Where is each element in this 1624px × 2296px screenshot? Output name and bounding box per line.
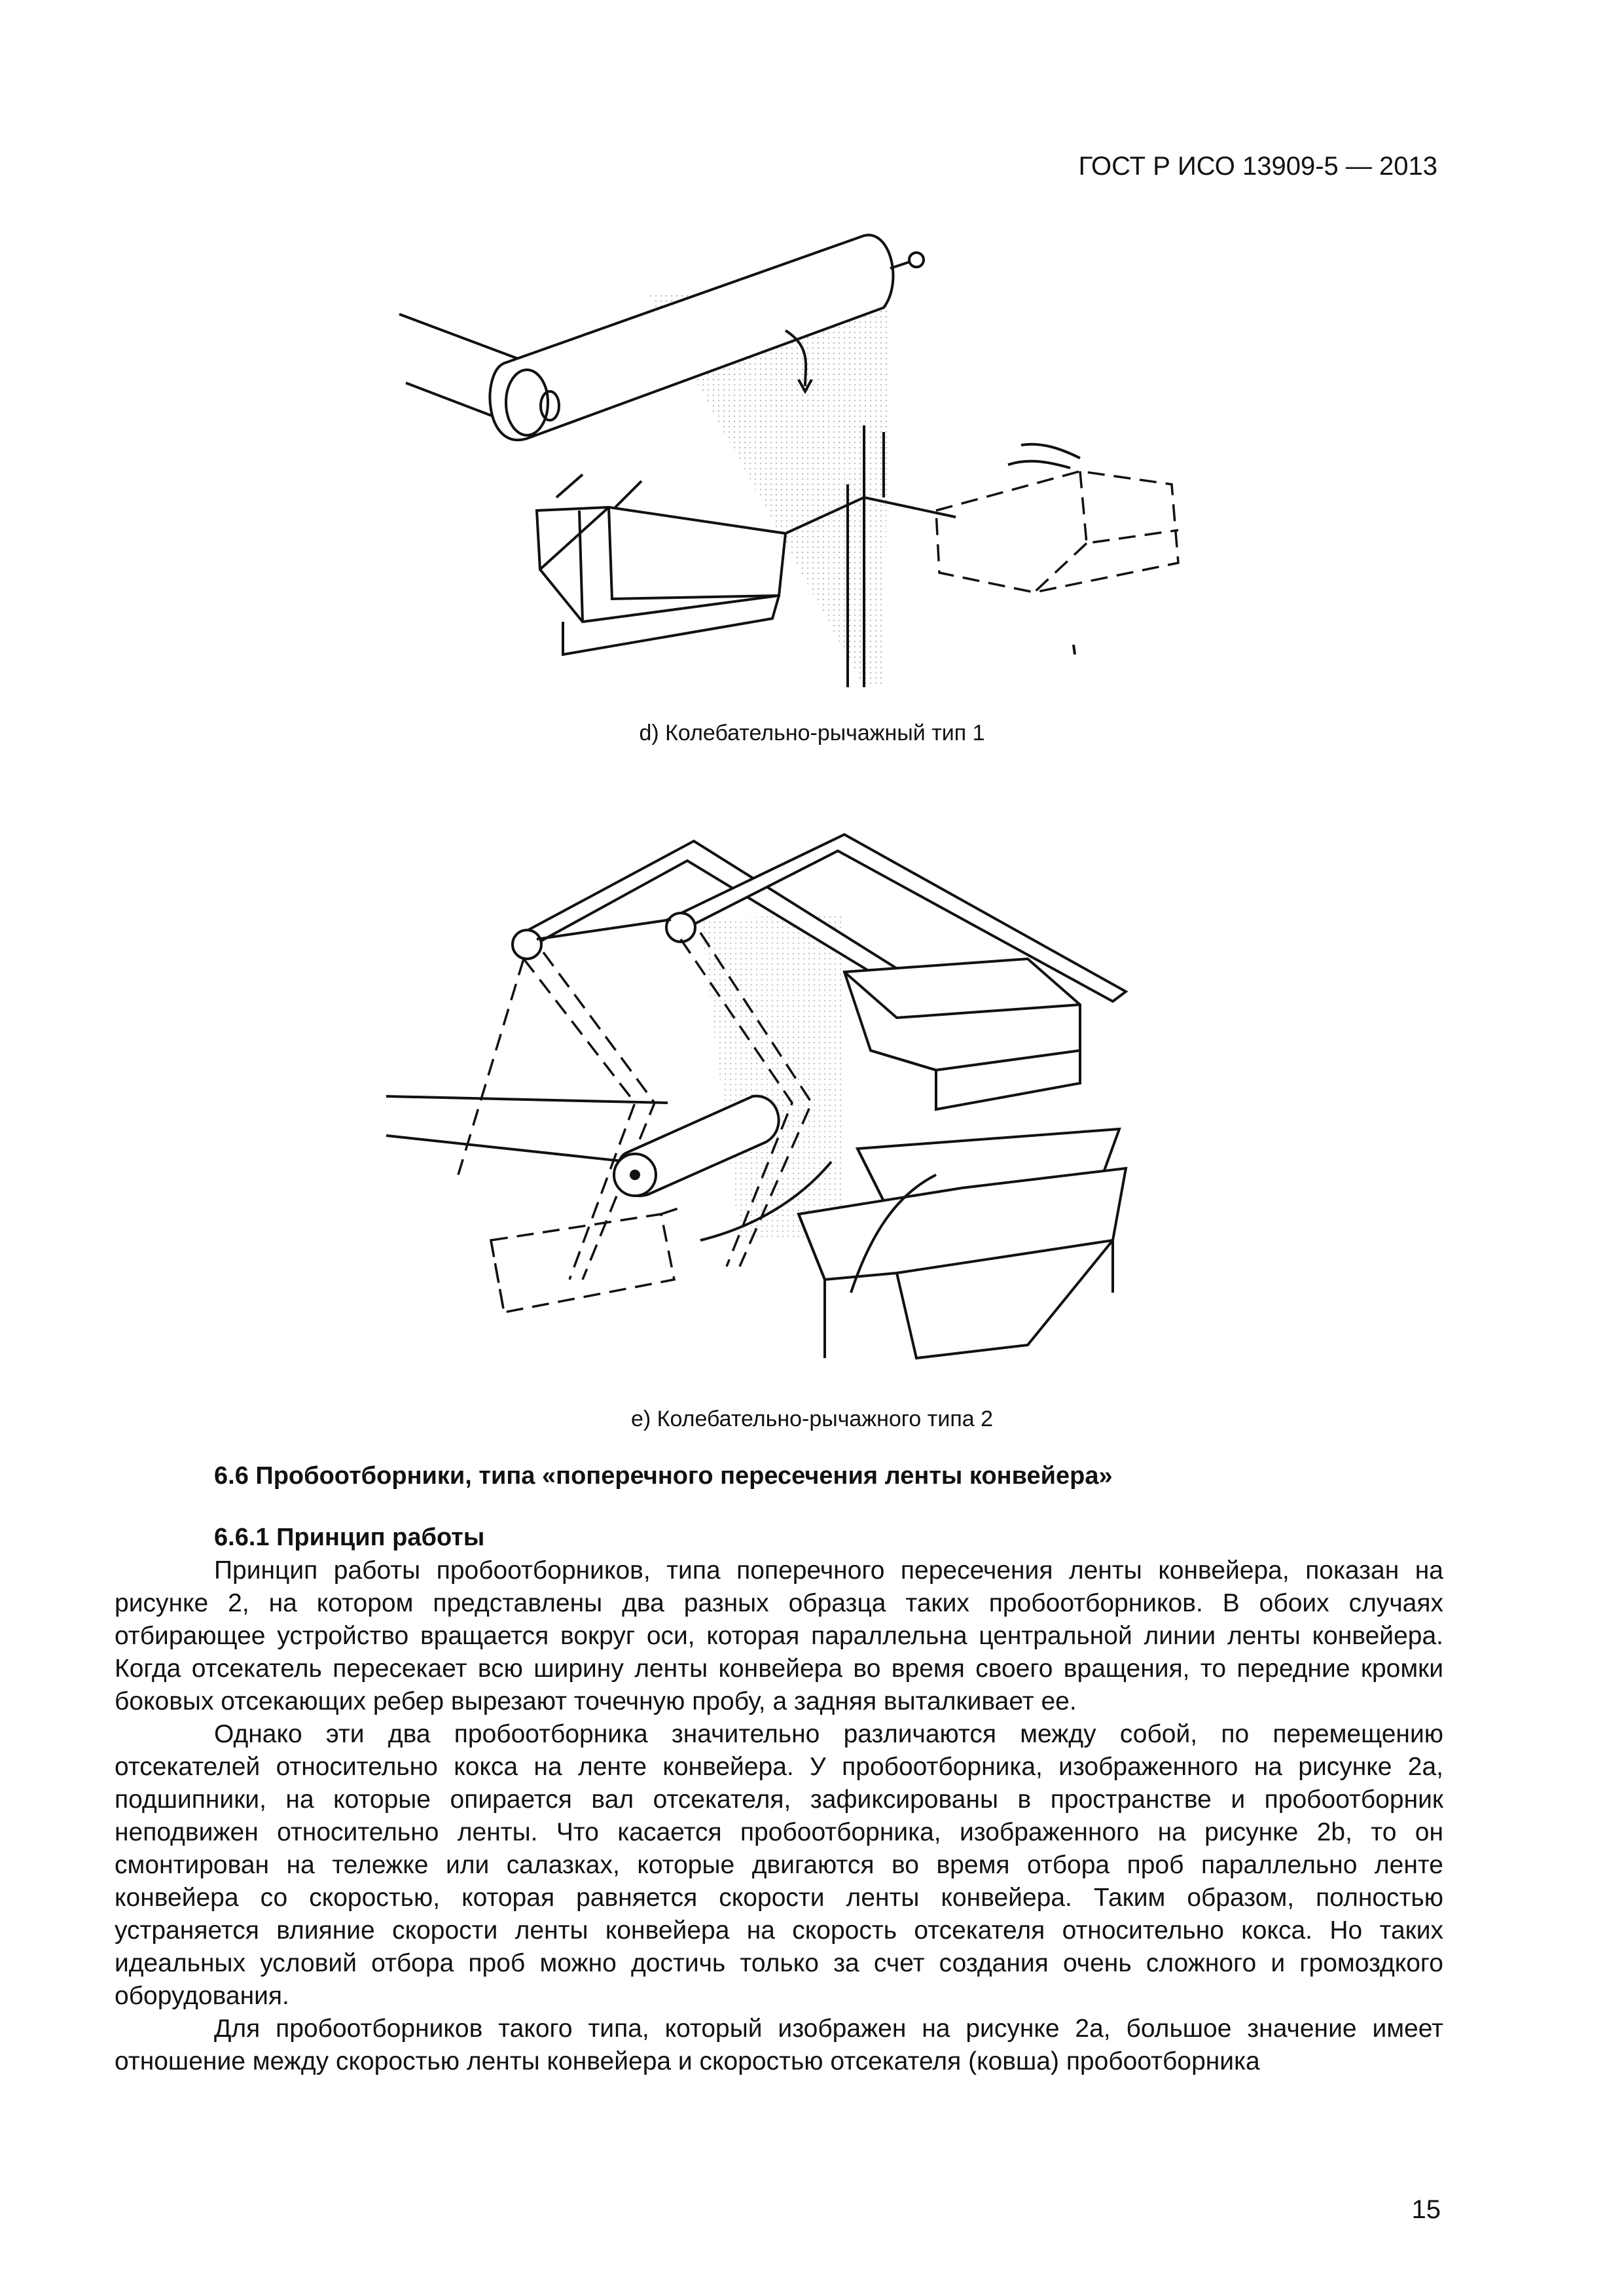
figure-d-drawing [367, 216, 1218, 700]
document-header: ГОСТ Р ИСО 13909-5 — 2013 [1078, 152, 1437, 181]
page-number: 15 [1411, 2195, 1441, 2224]
subsection-title: 6.6.1 Принцип работы [214, 1524, 485, 1551]
paragraph: Принцип работы пробоотборников, типа поперечного пересечения ленты конвейера, показан на рисунке 2, на котором представлены два разных образца таких пробоотборников. В обоих случаях отбирающее устройство вращается вокруг оси, которая параллельна центральной линии ленты конвейера. Когда отсекатель пересекает всю ширину ленты конвейера во время своего вращения, то передние кромки боковых отсекающих ребер вырезают точечную пробу, а задняя выталкивает ее. [115, 1556, 1443, 1715]
paragraph: Для пробоотборников такого типа, который изображен на рисунке 2a, большое значение имеет отношение между скоростью ленты конвейера и скоростью отсекателя (ковша) пробоотборника [115, 2015, 1443, 2075]
figure-e-caption: e) Колебательно-рычажного типа 2 [630, 1407, 994, 1431]
section-title: 6.6 Пробоотборники, типа «поперечного пересечения ленты конвейера» [214, 1462, 1113, 1490]
figure-d-caption: d) Колебательно-рычажный тип 1 [639, 721, 985, 745]
figure-e-drawing [373, 821, 1159, 1365]
paragraph: Однако эти два пробоотборника значительно различаются между собой, по перемещению отсекателей относительно кокса на ленте конвейера. У пробоотборника, изображенного на рисунке 2a, подшипники, на которые опирается вал отсекателя, зафиксированы в пространстве и пробоотборник неподвижен относительно ленты. Что касается пробоотборника, изображенного на рисунке 2b, то он смонтирован на тележке или салазках, которые двигаются во время отбора проб параллельно ленте конвейера со скоростью, которая равняется скорости ленты конвейера. Таким образом, полностью устраняется влияние скорости ленты конвейера на скорость отсекателя относительно кокса. Но таких идеальных условий отбора проб можно достичь только за счет создания очень сложного и громоздкого оборудования. [115, 1720, 1443, 2010]
body-text [115, 1554, 1443, 2078]
